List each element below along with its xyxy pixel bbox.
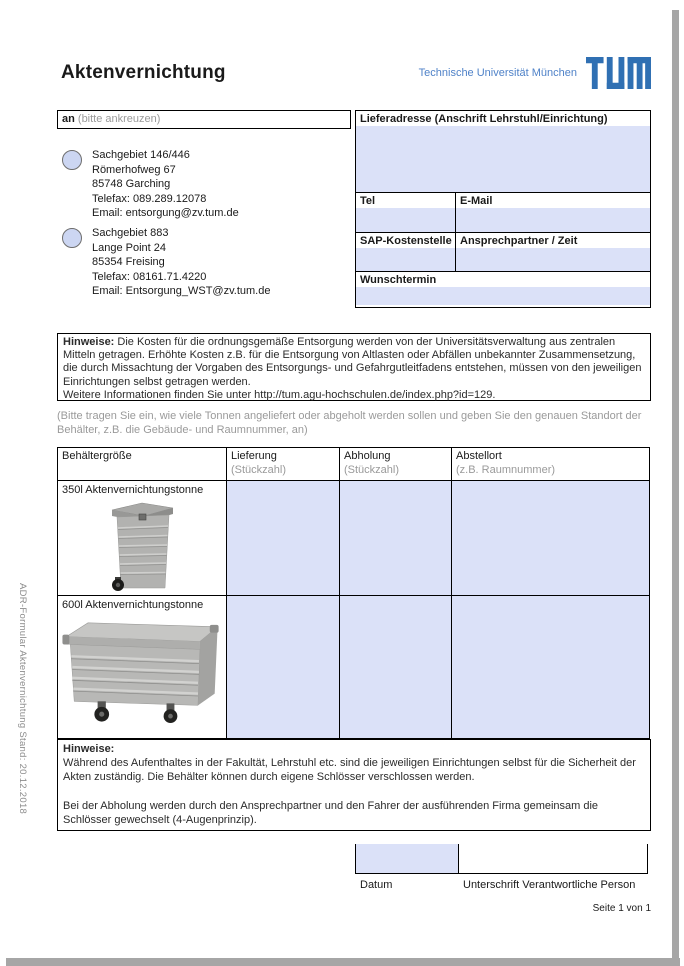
recipient-header-label: an: [62, 113, 75, 125]
cell-350l-abholung[interactable]: [340, 481, 452, 596]
row-600l-label-cell: 600l Aktenvernichtungstonne: [58, 596, 227, 738]
date-label: Datum: [360, 879, 393, 891]
notes-bottom-p1: Während des Aufenthaltes in der Fakultät, Lehrstuhl etc. sind die jeweiligen Einrichtungen selbst für die Sicherheit der Akten zuständig. Die Behälter können durch eigene Schlösser verschlossen werden.: [63, 757, 636, 784]
bin-350l-image: [62, 500, 222, 592]
notes-bottom-p2: Bei der Abholung werden durch den Ansprechpartner und den Fahrer der ausführenden Firma gemeinsam die Schlösser gewechselt (4-Augenprinzip).: [63, 799, 599, 826]
tum-logo-icon: [586, 57, 651, 89]
cell-350l-lieferung[interactable]: [227, 481, 340, 596]
brand-header: [300, 57, 651, 89]
page-number: Seite 1 von 1: [592, 903, 651, 914]
cell-600l-abholung[interactable]: [340, 596, 452, 738]
bin-600l-image: [62, 615, 222, 725]
col-header-behaeltergroesse: Behältergröße: [58, 448, 227, 481]
option-line: Telefax: 08161.71.4220: [92, 270, 207, 283]
delivery-panel: [355, 110, 651, 308]
signature-row: [355, 844, 648, 874]
radio-sachgebiet-883[interactable]: [62, 228, 82, 248]
cell-600l-abstellort[interactable]: [452, 596, 649, 738]
notes-top-more: Weitere Informationen finden Sie unter http://tum.agu-hochschulen.de/index.php?id=129.: [63, 388, 496, 401]
email-label: E-Mail: [456, 193, 650, 208]
tel-field[interactable]: [356, 208, 455, 232]
signature-field[interactable]: [458, 844, 648, 874]
page-edge-right: [672, 10, 679, 958]
page-edge-bottom: [6, 958, 680, 966]
row-350l-label-cell: 350l Aktenvernichtungstonne: [58, 481, 227, 596]
wish-date-field[interactable]: [356, 287, 650, 305]
col-header-abholung: Abholung (Stückzahl): [340, 448, 452, 481]
cell-600l-lieferung[interactable]: [227, 596, 340, 738]
signature-label: Unterschrift Verantwortliche Person: [463, 879, 636, 891]
col-header-abstellort: Abstellort (z.B. Raumnummer): [452, 448, 649, 481]
delivery-address-field[interactable]: [356, 126, 650, 192]
notes-bottom-box: [57, 739, 651, 831]
notes-top-body: Die Kosten für die ordnungsgemäße Entsorgung werden von der Universitätsverwaltung aus zentralen Mitteln getragen. Erhöhte Kosten z.B. für die Entsorgung von Altlasten oder Abfällen unbekannter Zusammensetzung, die durch Missachtung der Vorgaben des Entsorgungs- und Gefahrgutleitfadens entstehen, müssen von den jeweiligen Einrichtungen selbst getragen werden.: [63, 336, 642, 388]
cell-350l-abstellort[interactable]: [452, 481, 649, 596]
table-hint: (Bitte tragen Sie ein, wie viele Tonnen angeliefert oder abgeholt werden sollen und geben Sie den genauen Standort der Behälter, z.B. die Gebäude- und Raumnummer, an): [57, 410, 642, 436]
radio-sachgebiet-146[interactable]: [62, 150, 82, 170]
notes-top-box: [57, 333, 651, 401]
page-title: Aktenvernichtung: [61, 62, 226, 83]
radio-circle-icon[interactable]: [62, 228, 82, 248]
option-line: 85354 Freising: [92, 256, 165, 269]
recipient-header: [57, 110, 351, 129]
sap-label: SAP-Kostenstelle: [356, 233, 455, 248]
radio-circle-icon[interactable]: [62, 150, 82, 170]
col-header-lieferung: Lieferung (Stückzahl): [227, 448, 340, 481]
option-line: Telefax: 089.289.12078: [92, 192, 207, 205]
tel-label: Tel: [356, 193, 455, 208]
recipient-header-hint: (bitte ankreuzen): [74, 113, 161, 125]
option-line: 85748 Garching: [92, 178, 171, 191]
contact-field[interactable]: [456, 248, 650, 271]
option-line: Lange Point 24: [92, 241, 167, 254]
delivery-address-label: Lieferadresse (Anschrift Lehrstuhl/Einrichtung): [356, 111, 650, 126]
email-field[interactable]: [456, 208, 650, 232]
date-field[interactable]: [355, 844, 458, 874]
option-line: Email: Entsorgung_WST@zv.tum.de: [92, 285, 271, 298]
option-line: Sachgebiet 146/446: [92, 149, 190, 161]
contact-label: Ansprechpartner / Zeit: [456, 233, 650, 248]
university-name: Technische Universität München: [418, 67, 577, 79]
sap-field[interactable]: [356, 248, 455, 271]
recipient-option-1: [92, 148, 239, 221]
recipient-option-2: [92, 226, 270, 299]
form-version-note: ADR-Formular Aktenvernichtung Stand: 20.12.2018: [17, 583, 28, 815]
notes-top-lead: Hinweise:: [63, 336, 115, 348]
option-line: Römerhofweg 67: [92, 163, 176, 176]
container-table: [57, 447, 650, 739]
wish-date-label: Wunschtermin: [356, 272, 650, 287]
option-line: Email: entsorgung@zv.tum.de: [92, 207, 239, 220]
notes-bottom-lead: Hinweise:: [63, 743, 115, 755]
option-line: Sachgebiet 883: [92, 227, 169, 239]
signature-labels: [355, 879, 648, 891]
